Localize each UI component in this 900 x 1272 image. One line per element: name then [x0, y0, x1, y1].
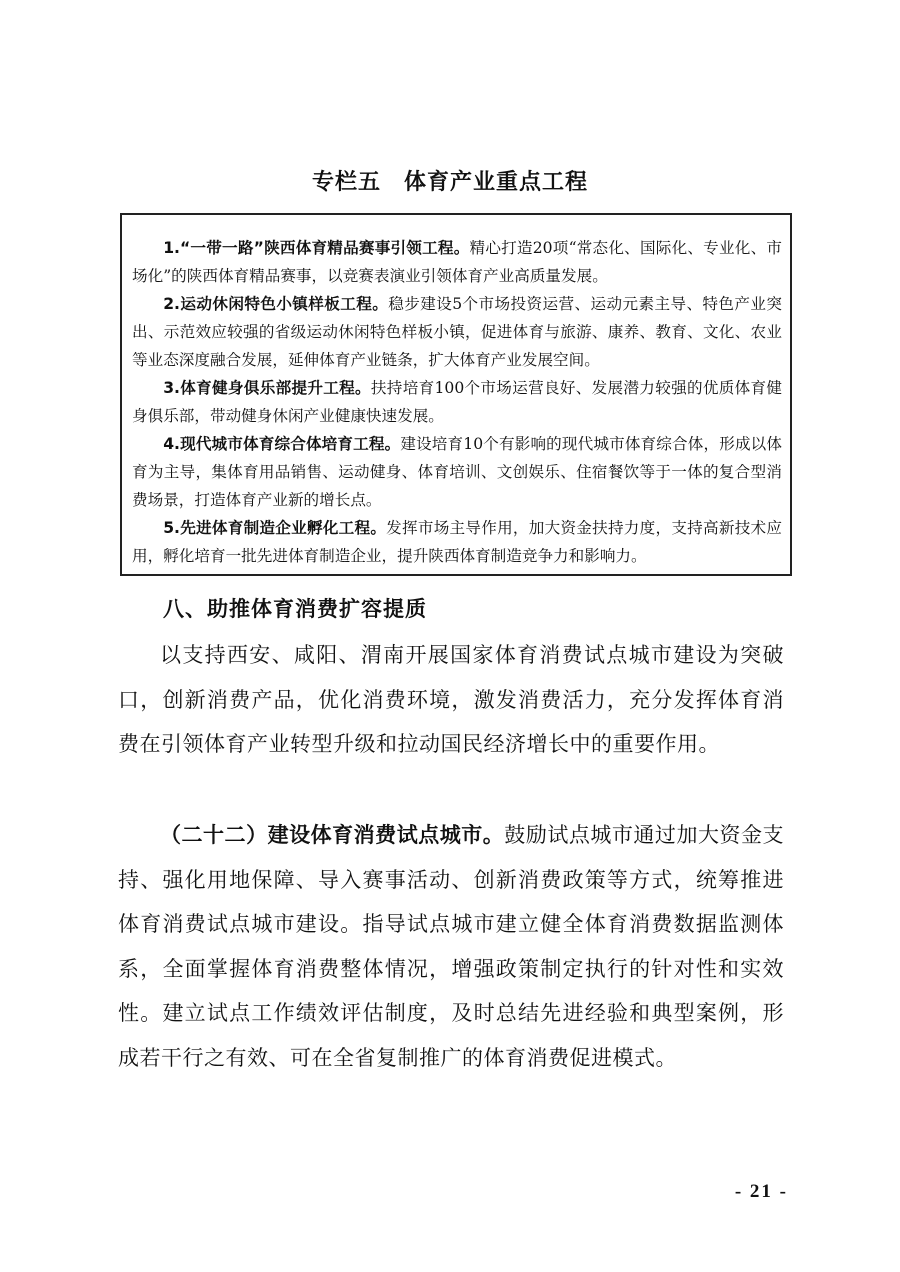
subsection-paragraph — [118, 813, 784, 1080]
box-item-text: 扶持培育100个市场运营良好、发展潜力较强的优质体育健身俱乐部，带动健身休闲产业健康快速发展。 — [132, 379, 783, 425]
page-number: - 21 - — [734, 1181, 788, 1202]
subsection-lead: （二十二）建设体育消费试点城市。 — [160, 823, 505, 847]
box-item — [132, 234, 782, 290]
box-item-text: 发挥市场主导作用，加大资金扶持力度，支持高新技术应用，孵化培育一批先进体育制造企业，提升陕西体育制造竞争力和影响力。 — [132, 519, 782, 565]
box-item-lead: 2.运动休闲特色小镇样板工程。 — [163, 295, 389, 313]
section-heading: 八、助推体育消费扩容提质 — [163, 597, 427, 621]
box-title: 专栏五 体育产业重点工程 — [311, 170, 588, 195]
box-item-lead: 4.现代城市体育综合体培育工程。 — [163, 435, 401, 453]
box-item-text: 稳步建设5个市场投资运营、运动元素主导、特色产业突出、示范效应较强的省级运动休闲特色样板小镇，促进体育与旅游、康养、教育、文化、农业等业态深度融合发展，延伸体育产业链条，扩大体育产业发展空间。 — [132, 295, 782, 369]
box-item — [132, 430, 782, 514]
box-item-text: 精心打造20项“常态化、国际化、专业化、市场化”的陕西体育精品赛事，以竞赛表演业引领体育产业高质量发展。 — [132, 239, 782, 285]
box-item — [132, 514, 782, 570]
box-item — [132, 374, 782, 430]
box-item-lead: 5.先进体育制造企业孵化工程。 — [163, 519, 387, 537]
feature-box — [120, 213, 792, 576]
intro-paragraph: 以支持西安、咸阳、渭南开展国家体育消费试点城市建设为突破口，创新消费产品，优化消费环境，激发消费活力，充分发挥体育消费在引领体育产业转型升级和拉动国民经济增长中的重要作用。 — [118, 643, 784, 756]
box-item — [132, 290, 782, 374]
box-item-text: 建设培育10个有影响的现代城市体育综合体，形成以体育为主导，集体育用品销售、运动健身、体育培训、文创娱乐、住宿餐饮等于一体的复合型消费场景，打造体育产业新的增长点。 — [132, 435, 783, 509]
box-item-lead: 1.“一带一路”陕西体育精品赛事引领工程。 — [163, 239, 470, 257]
box-item-lead: 3.体育健身俱乐部提升工程。 — [163, 379, 371, 397]
subsection-text: 鼓励试点城市通过加大资金支持、强化用地保障、导入赛事活动、创新消费政策等方式，统筹推进体育消费试点城市建设。指导试点城市建立健全体育消费数据监测体系，全面掌握体育消费整体情况，增强政策制定执行的针对性和实效性。建立试点工作绩效评估制度，及时总结先进经验和典型案例，形成若干行之有效、可在全省复制推广的体育消费促进模式。 — [118, 823, 785, 1070]
